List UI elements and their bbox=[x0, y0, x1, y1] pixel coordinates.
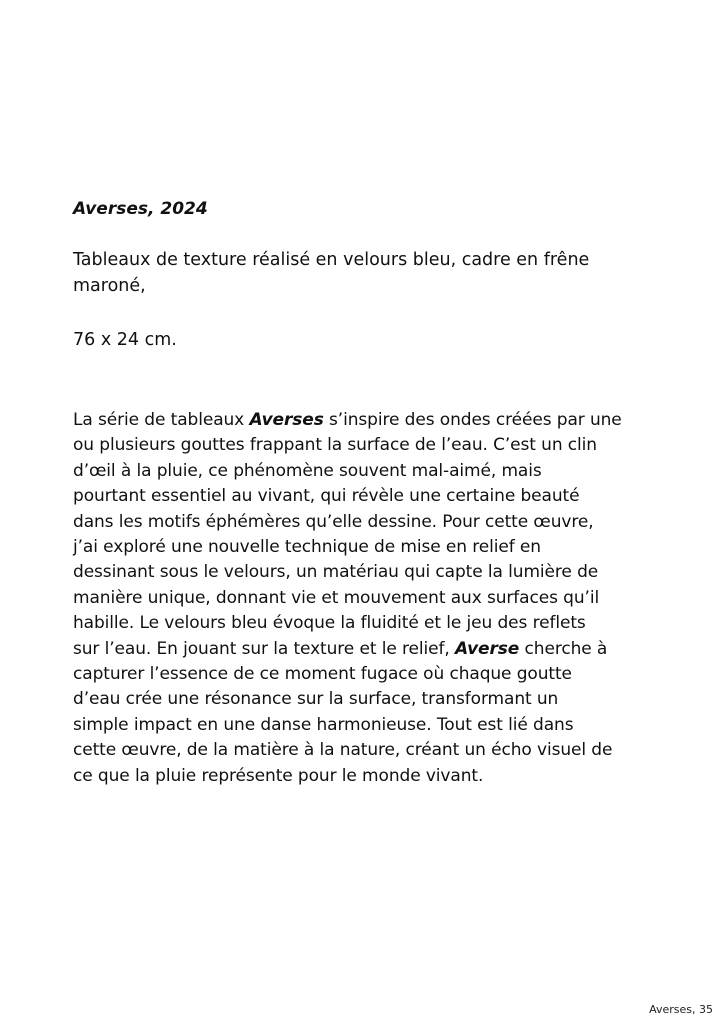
artwork-title: Averses, 2024 bbox=[73, 199, 208, 219]
description-line: ou plusieurs gouttes frappant la surface de l’eau. C’est un clin bbox=[73, 435, 597, 456]
description-line: dessinant sous le velours, un matériau qui capte la lumière de bbox=[73, 562, 599, 583]
description-line: habille. Le velours bleu évoque la fluidité et le jeu des reflets bbox=[73, 613, 586, 634]
description-line: ce que la pluie représente pour le monde vivant. bbox=[73, 765, 484, 786]
description-line: d’œil à la pluie, ce phénomène souvent mal-aimé, mais bbox=[73, 460, 542, 481]
description-line: cette œuvre, de la matière à la nature, créant un écho visuel de bbox=[73, 740, 613, 761]
description-line: simple impact en une danse harmonieuse. Tout est lié dans bbox=[73, 714, 574, 735]
series-name-emphasis: Averse bbox=[454, 638, 520, 659]
artwork-material: Tableaux de texture réalisé en velours bleu, cadre en frêne maroné, bbox=[73, 250, 590, 296]
page-number-footer: Averses, 35 bbox=[649, 1003, 713, 1016]
description-line: d’eau crée une résonance sur la surface, transformant un bbox=[73, 689, 559, 710]
description-line: j’ai exploré une nouvelle technique de mise en relief en bbox=[73, 537, 541, 558]
description-line: sur l’eau. En jouant sur la texture et le relief, Averse cherche à bbox=[73, 638, 608, 659]
artwork-description bbox=[73, 408, 658, 789]
description-line: manière unique, donnant vie et mouvement aux surfaces qu’il bbox=[73, 587, 600, 608]
description-line: La série de tableaux Averses s’inspire des ondes créées par une bbox=[73, 410, 622, 430]
description-line: pourtant essentiel au vivant, qui révèle une certaine beauté bbox=[73, 486, 580, 507]
artwork-dimensions: 76 x 24 cm. bbox=[73, 330, 177, 350]
series-name-emphasis: Averses bbox=[249, 410, 324, 430]
description-line: dans les motifs éphémères qu’elle dessine. Pour cette œuvre, bbox=[73, 511, 594, 532]
description-line: capturer l’essence de ce moment fugace où chaque goutte bbox=[73, 664, 572, 685]
